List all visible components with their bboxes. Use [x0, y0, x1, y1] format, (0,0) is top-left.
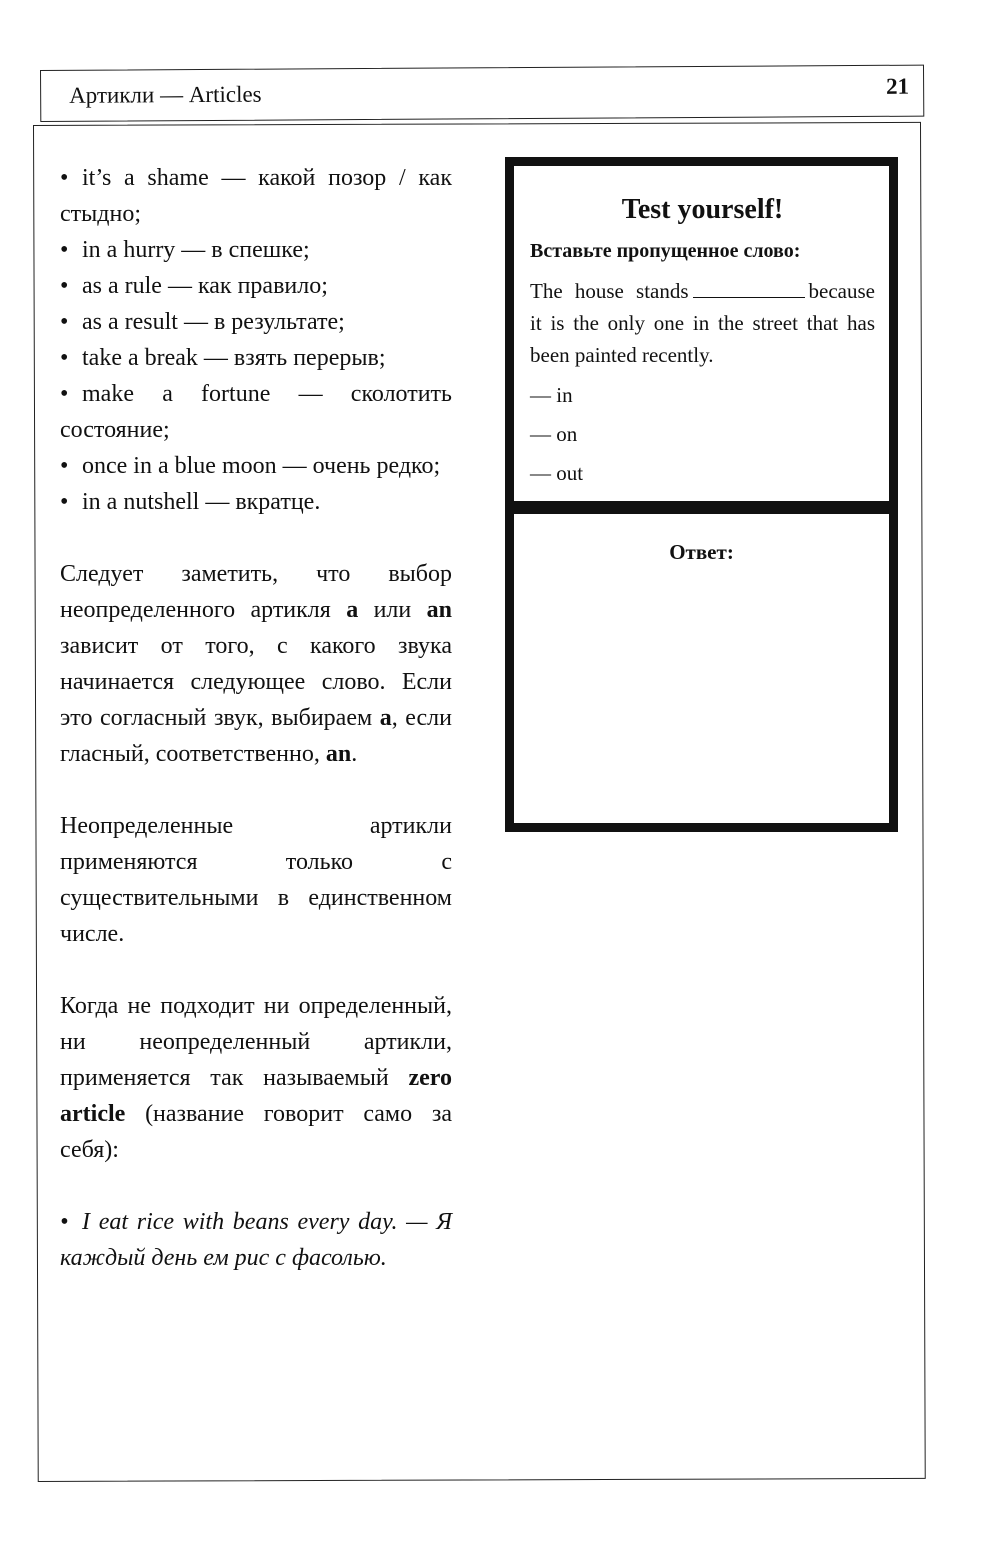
paragraph-text: зависит от того, с какого звука начинается следующее слово. Если это согласный звук, выбираем	[60, 633, 452, 731]
example-item: • I eat rice with beans every day. — Я каждый день ем рис с фасолью.	[60, 1204, 452, 1276]
paragraph-text: Когда не подходит ни определенный, ни неопределенный артикли, применяется так называемый	[60, 993, 452, 1091]
paragraph-zero-article	[60, 988, 452, 1168]
answer-box	[505, 505, 898, 832]
paragraph-text: , если гласный, соответственно,	[60, 705, 452, 767]
paragraph-text: (название говорит само за себя):	[60, 1101, 452, 1163]
idiom-item: • once in a blue moon — очень редко;	[60, 448, 452, 484]
page-header	[40, 65, 924, 122]
idiom-item: • make a fortune — сколотить состояние;	[60, 376, 452, 448]
idiom-item: • it’s a shame — какой позор / как стыдно;	[60, 160, 452, 232]
header-title: Артикли — Articles	[69, 81, 262, 108]
page-number: 21	[886, 73, 910, 99]
question-text: because it is the only one in the street that has been painted recently.	[530, 279, 875, 367]
test-subtitle: Вставьте пропущенное слово:	[530, 240, 801, 262]
left-column	[60, 160, 452, 1276]
bold-term: an	[426, 597, 452, 623]
paragraph-singular: Неопределенные артикли применяются только с существительными в единственном числе.	[60, 813, 452, 947]
test-title: Test yourself!	[621, 194, 784, 225]
bold-term: a	[379, 705, 392, 731]
option-on[interactable]: — on	[530, 422, 578, 446]
idiom-list	[60, 160, 452, 520]
paragraph-text: .	[351, 741, 358, 767]
option-in[interactable]: — in	[530, 383, 573, 407]
paragraph-text: Следует заметить, что выбор неопределенного артикля	[60, 561, 452, 623]
idiom-item: • take a break — взять перерыв;	[60, 340, 452, 376]
answer-blank[interactable]	[693, 279, 805, 298]
option-out[interactable]: — out	[530, 461, 584, 485]
paragraph-text: или	[358, 597, 427, 623]
question-text: The house stands	[530, 279, 689, 303]
idiom-item: • in a nutshell — вкратце.	[60, 484, 452, 520]
bold-term: an	[325, 741, 352, 767]
paragraph-article-choice	[60, 556, 452, 772]
idiom-item: • as a result — в результате;	[60, 304, 452, 340]
test-yourself-box	[505, 157, 898, 510]
test-question	[530, 275, 875, 371]
idiom-item: • as a rule — как правило;	[60, 268, 452, 304]
bold-term: a	[346, 597, 359, 623]
example-list	[60, 1204, 452, 1276]
answer-label: Ответ:	[669, 540, 734, 564]
idiom-item: • in a hurry — в спешке;	[60, 232, 452, 268]
bold-term: zero article	[60, 1065, 452, 1127]
